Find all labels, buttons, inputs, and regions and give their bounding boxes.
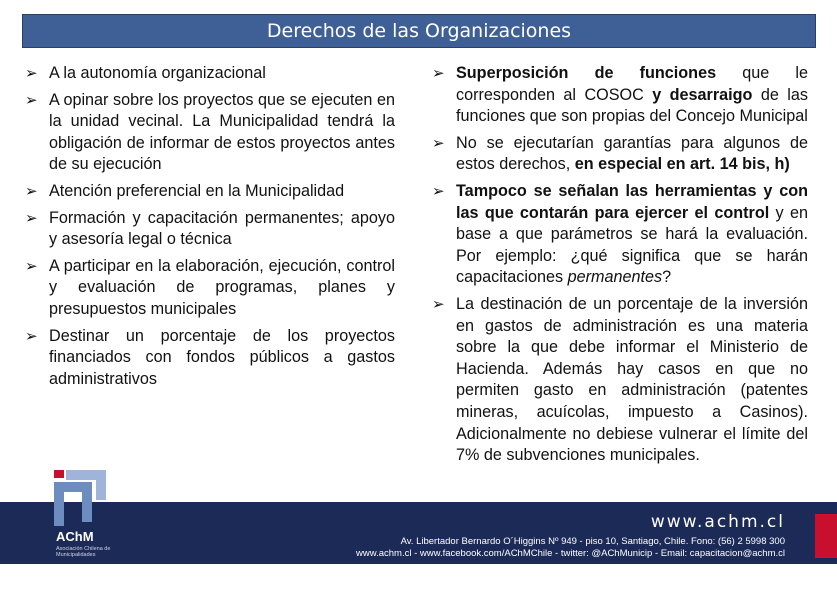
list-item: ➢ Superposición de funciones que le corresponden al COSOC y desarraigo de las funciones que son propias del Concejo Municipal (432, 64, 808, 126)
list-item: ➢ Destinar un porcentaje de los proyectos financiados con fondos públicos a gastos administrativos (25, 326, 395, 388)
arrow-bullet-icon: ➢ (432, 182, 445, 200)
arrow-bullet-icon: ➢ (25, 91, 38, 109)
logo-subtitle: Asociación Chilena de Municipalidades (56, 546, 111, 558)
arrow-bullet-icon: ➢ (25, 209, 38, 227)
footer-url[interactable]: www.achm.cl (650, 512, 785, 532)
list-item: ➢ No se ejecutarían garantías para algunos de estos derechos, en especial en art. 14 bis, h) (432, 133, 808, 174)
logo-wordmark: AChM (56, 529, 94, 544)
list-item: ➢ A opinar sobre los proyectos que se ejecuten en la unidad vecinal. La Municipalidad tendrá la obligación de informar de estos proyectos antes de su ejecución (25, 90, 395, 174)
arrow-bullet-icon: ➢ (432, 295, 445, 313)
arrow-bullet-icon: ➢ (25, 327, 38, 345)
arrow-bullet-icon: ➢ (25, 257, 38, 275)
right-column (432, 63, 808, 472)
left-column (25, 63, 395, 395)
arrow-bullet-icon: ➢ (432, 65, 445, 82)
list-item: ➢ Tampoco se señalan las herramientas y con las que contarán para ejercer el control y en base a que parámetros se hará la evaluación. Por ejemplo: ¿qué significa que se harán capacitaciones permanentes? (432, 181, 808, 287)
list-item: ➢ A participar en la elaboración, ejecución, control y evaluación de programas, planes y presupuestos municipales (25, 256, 395, 318)
list-item: ➢ Formación y capacitación permanentes; apoyo y asesoría legal o técnica (25, 208, 395, 249)
accent-stripe (815, 514, 837, 558)
list-item: ➢ A la autonomía organizacional (25, 63, 395, 85)
observations-list (432, 63, 808, 467)
arrow-bullet-icon: ➢ (432, 134, 445, 152)
arrow-bullet-icon: ➢ (25, 65, 38, 82)
footer-contact: www.achm.cl - www.facebook.com/AChMChile - twitter: @AChMunicip - Email: capacitacion@achm.cl (356, 548, 785, 559)
list-item: ➢ La destinación de un porcentaje de la inversión en gastos de administración es una materia sobre la que debe informar el Ministerio de Hacienda. Además hay casos en que no permiten gasto en administración (patentes mineras, acuícolas, impuesto a Casinos). Adicionalmente no debiese vulnerar el límite del 7% de subvenciones municipales. (432, 294, 808, 465)
slide-title: Derechos de las Organizaciones (266, 20, 572, 42)
arrow-bullet-icon: ➢ (25, 182, 38, 200)
rights-list (25, 63, 395, 390)
list-item: ➢ Atención preferencial en la Municipalidad (25, 181, 395, 203)
slide-title-bar (22, 14, 816, 48)
footer-address: Av. Libertador Bernardo O´Higgins Nº 949 - piso 10, Santiago, Chile. Fono: (56) 2 5998 300 (400, 536, 785, 547)
